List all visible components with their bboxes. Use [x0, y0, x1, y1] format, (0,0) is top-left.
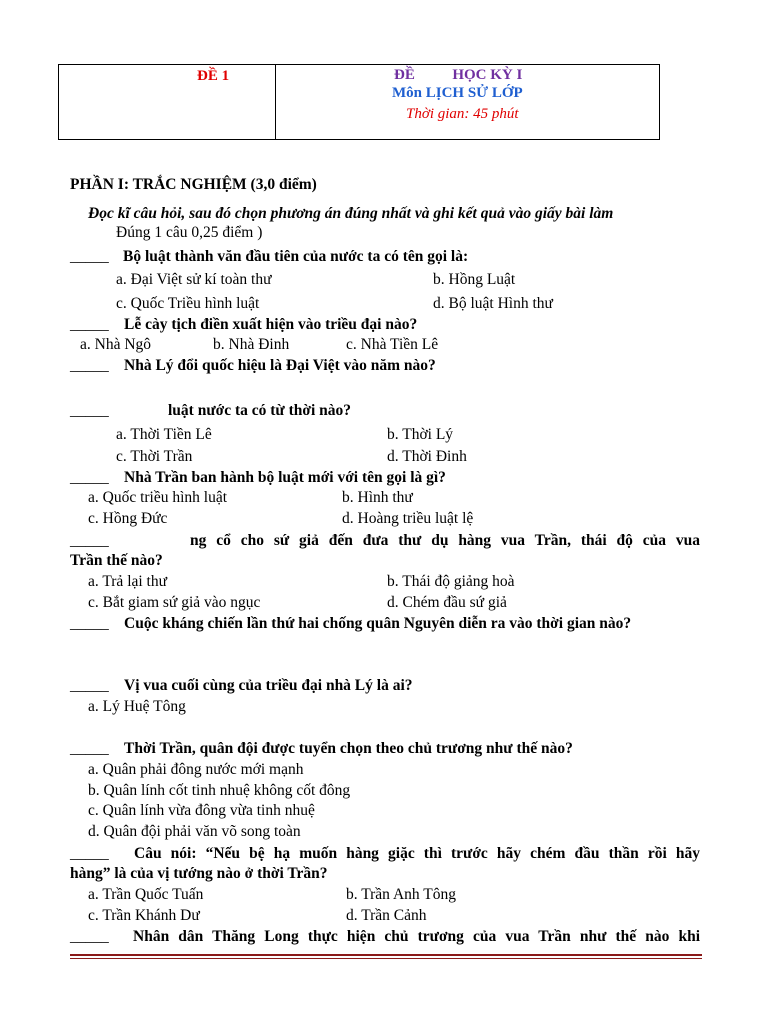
- answer-blank: _____: [70, 928, 109, 945]
- question-1: Bộ luật thành văn đầu tiên của nước ta có tên gọi là:: [123, 248, 469, 265]
- answer-blank: _____: [70, 615, 109, 632]
- q10-option-b: b. Trần Anh Tông: [346, 886, 456, 903]
- question-3: Nhà Lý đổi quốc hiệu là Đại Việt vào năm nào?: [124, 357, 436, 374]
- header-left-cell: [59, 65, 276, 139]
- q9-option-c: c. Quân lính vừa đông vừa tinh nhuệ: [88, 802, 315, 819]
- answer-blank: _____: [70, 248, 109, 265]
- q1-option-d: d. Bộ luật Hình thư: [433, 295, 553, 312]
- question-2: Lễ cày tịch điền xuất hiện vào triều đại nào?: [124, 316, 418, 333]
- q10-option-a: a. Trần Quốc Tuấn: [88, 886, 204, 903]
- question-5: Nhà Trần ban hành bộ luật mới với tên gọi là gì?: [124, 469, 446, 486]
- q5-option-d: d. Hoàng triều luật lệ: [342, 510, 474, 527]
- answer-blank: _____: [70, 469, 109, 486]
- question-11: Nhân dân Thăng Long thực hiện chủ trương của vua Trần như thế nào khi: [133, 928, 700, 945]
- q5-option-b: b. Hình thư: [342, 489, 413, 506]
- question-10: Câu nói: “Nếu bệ hạ muốn hàng giặc thì trước hãy chém đầu thần rồi hãy: [134, 845, 700, 862]
- q4-option-c: c. Thời Trần: [116, 448, 193, 465]
- question-7: Cuộc kháng chiến lần thứ hai chống quân Nguyên diễn ra vào thời gian nào?: [124, 615, 632, 632]
- header-right-cell: [276, 65, 659, 139]
- q10-option-d: d. Trần Cảnh: [346, 907, 427, 924]
- q4-option-d: d. Thời Đinh: [387, 448, 467, 465]
- answer-blank: _____: [70, 316, 109, 333]
- footer-divider: [70, 954, 702, 956]
- footer-divider-thin: [70, 958, 702, 959]
- section-title: PHẦN I: TRẮC NGHIỆM (3,0 điểm): [70, 176, 317, 193]
- q6-option-d: d. Chém đầu sứ giả: [387, 594, 507, 611]
- q8-option-a: a. Lý Huệ Tông: [88, 698, 186, 715]
- q5-option-c: c. Hồng Đức: [88, 510, 168, 527]
- question-6-cont: Trần thế nào?: [70, 552, 163, 569]
- q2-option-b: b. Nhà Đinh: [213, 336, 290, 353]
- q1-option-c: c. Quốc Triều hình luật: [116, 295, 260, 312]
- answer-blank: _____: [70, 357, 109, 374]
- answer-blank: _____: [70, 532, 109, 549]
- instruction: Đọc kĩ câu hỏi, sau đó chọn phương án đúng nhất và ghi kết quả vào giấy bài làm: [88, 205, 614, 222]
- exam-subject: Môn LỊCH SỬ LỚP: [392, 85, 523, 101]
- q1-option-a: a. Đại Việt sử kí toàn thư: [116, 271, 272, 288]
- q10-option-c: c. Trần Khánh Dư: [88, 907, 200, 924]
- question-10-cont: hàng” là của vị tướng nào ở thời Trần?: [70, 865, 328, 882]
- q2-option-a: a. Nhà Ngô: [80, 336, 152, 353]
- q6-option-a: a. Trả lại thư: [88, 573, 168, 590]
- answer-blank: _____: [70, 677, 109, 694]
- question-4: luật nước ta có từ thời nào?: [168, 402, 352, 419]
- question-8: Vị vua cuối cùng của triều đại nhà Lý là ai?: [124, 677, 413, 694]
- answer-blank: _____: [70, 740, 109, 757]
- q2-option-c: c. Nhà Tiền Lê: [346, 336, 439, 353]
- answer-blank: _____: [70, 845, 109, 862]
- q1-option-b: b. Hồng Luật: [433, 271, 516, 288]
- q6-option-c: c. Bắt giam sứ giả vào ngục: [88, 594, 261, 611]
- header-table: [58, 64, 660, 140]
- exam-code: ĐỀ 1: [197, 68, 230, 84]
- q4-option-b: b. Thời Lý: [387, 426, 454, 443]
- q9-option-d: d. Quân đội phải văn võ song toàn: [88, 823, 301, 840]
- q5-option-a: a. Quốc triều hình luật: [88, 489, 228, 506]
- answer-blank: _____: [70, 402, 109, 419]
- q9-option-b: b. Quân lính cốt tinh nhuệ không cốt đông: [88, 782, 351, 799]
- scoring-note: Đúng 1 câu 0,25 điểm ): [116, 224, 263, 241]
- question-9: Thời Trần, quân đội được tuyển chọn theo chủ trương như thế nào?: [124, 740, 573, 757]
- q9-option-a: a. Quân phải đông nước mới mạnh: [88, 761, 304, 778]
- exam-duration: Thời gian: 45 phút: [406, 106, 519, 122]
- exam-title: ĐỀ HỌC KỲ I: [394, 67, 523, 83]
- q6-option-b: b. Thái độ giảng hoà: [387, 573, 515, 590]
- q4-option-a: a. Thời Tiền Lê: [116, 426, 212, 443]
- question-6: ng cổ cho sứ giả đến đưa thư dụ hàng vua Trần, thái độ của vua: [190, 532, 700, 549]
